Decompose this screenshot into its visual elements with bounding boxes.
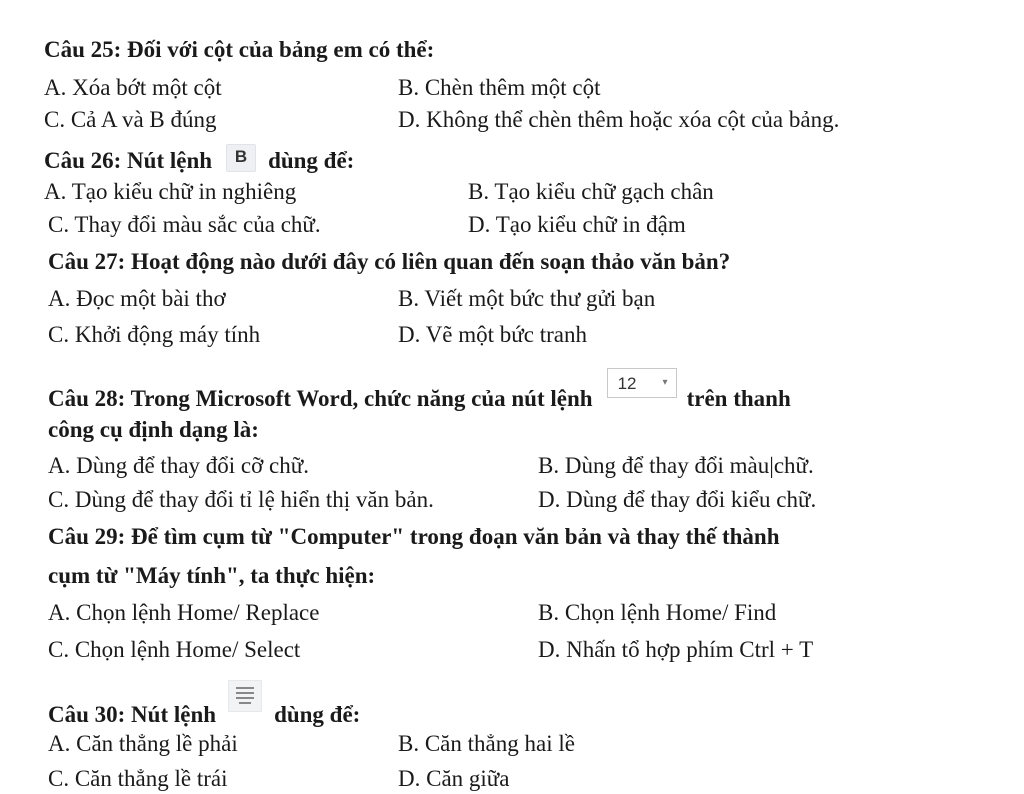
q29-option-d: D. Nhấn tổ hợp phím Ctrl + T [538,637,814,662]
bold-button-icon: B [226,144,256,172]
q27-option-a: A. Đọc một bài thơ [48,286,226,311]
q30-option-c: C. Căn thẳng lề trái [48,766,228,791]
question-27-title: Câu 27: Hoạt động nào dưới đây có liên quan đến soạn thảo văn bản? [48,249,731,274]
align-center-icon [228,680,262,712]
chevron-down-icon: ▾ [662,377,668,388]
q25-option-c: C. Cả A và B đúng [44,107,217,132]
q30-option-b: B. Căn thẳng hai lề [398,731,575,756]
q30-option-a: A. Căn thẳng lề phải [48,731,238,756]
question-25-title: Câu 25: Đối với cột của bảng em có thể: [44,37,435,62]
question-29-title-line1: Câu 29: Để tìm cụm từ "Computer" trong đoạn văn bản và thay thế thành [48,524,780,549]
q26-option-b: B. Tạo kiểu chữ gạch chân [468,179,714,204]
q30-title-after: dùng để: [274,702,361,727]
q26-title-before: Câu 26: Nút lệnh [44,148,213,173]
q25-option-a: A. Xóa bớt một cột [44,75,222,100]
q29-option-a: A. Chọn lệnh Home/ Replace [48,600,320,625]
q27-option-b: B. Viết một bức thư gửi bạn [398,286,656,311]
question-30-title [48,690,360,729]
q28-option-d: D. Dùng để thay đổi kiểu chữ. [538,487,817,512]
question-28-title-line2: công cụ định dạng là: [48,417,259,442]
q26-option-a: A. Tạo kiểu chữ in nghiêng [44,179,297,204]
q25-option-b: B. Chèn thêm một cột [398,75,601,100]
question-28-title [48,376,791,413]
font-size-dropdown-icon [607,368,677,398]
q28-option-c: C. Dùng để thay đổi tỉ lệ hiển thị văn bản. [48,487,434,512]
q25-option-d: D. Không thể chèn thêm hoặc xóa cột của bảng. [398,107,840,132]
q27-option-d: D. Vẽ một bức tranh [398,322,587,347]
q27-option-c: C. Khởi động máy tính [48,322,261,347]
question-29-title-line2: cụm từ "Máy tính", ta thực hiện: [48,563,376,588]
q29-option-b: B. Chọn lệnh Home/ Find [538,600,777,625]
font-size-value: 12 [617,374,637,393]
q28-option-a: A. Dùng để thay đổi cỡ chữ. [48,453,309,478]
q26-title-after: dùng để: [268,148,355,173]
q28-title-after: trên thanh [686,386,791,411]
q26-option-d: D. Tạo kiểu chữ in đậm [468,212,686,237]
q30-option-d: D. Căn giữa [398,766,510,791]
q28-title-before: Câu 28: Trong Microsoft Word, chức năng của nút lệnh [48,386,593,411]
question-26-title [44,147,354,178]
q28-option-b: B. Dùng để thay đổi màu|chữ. [538,453,814,478]
q30-title-before: Câu 30: Nút lệnh [48,702,217,727]
q29-option-c: C. Chọn lệnh Home/ Select [48,637,301,662]
q26-option-c: C. Thay đổi màu sắc của chữ. [48,212,321,237]
